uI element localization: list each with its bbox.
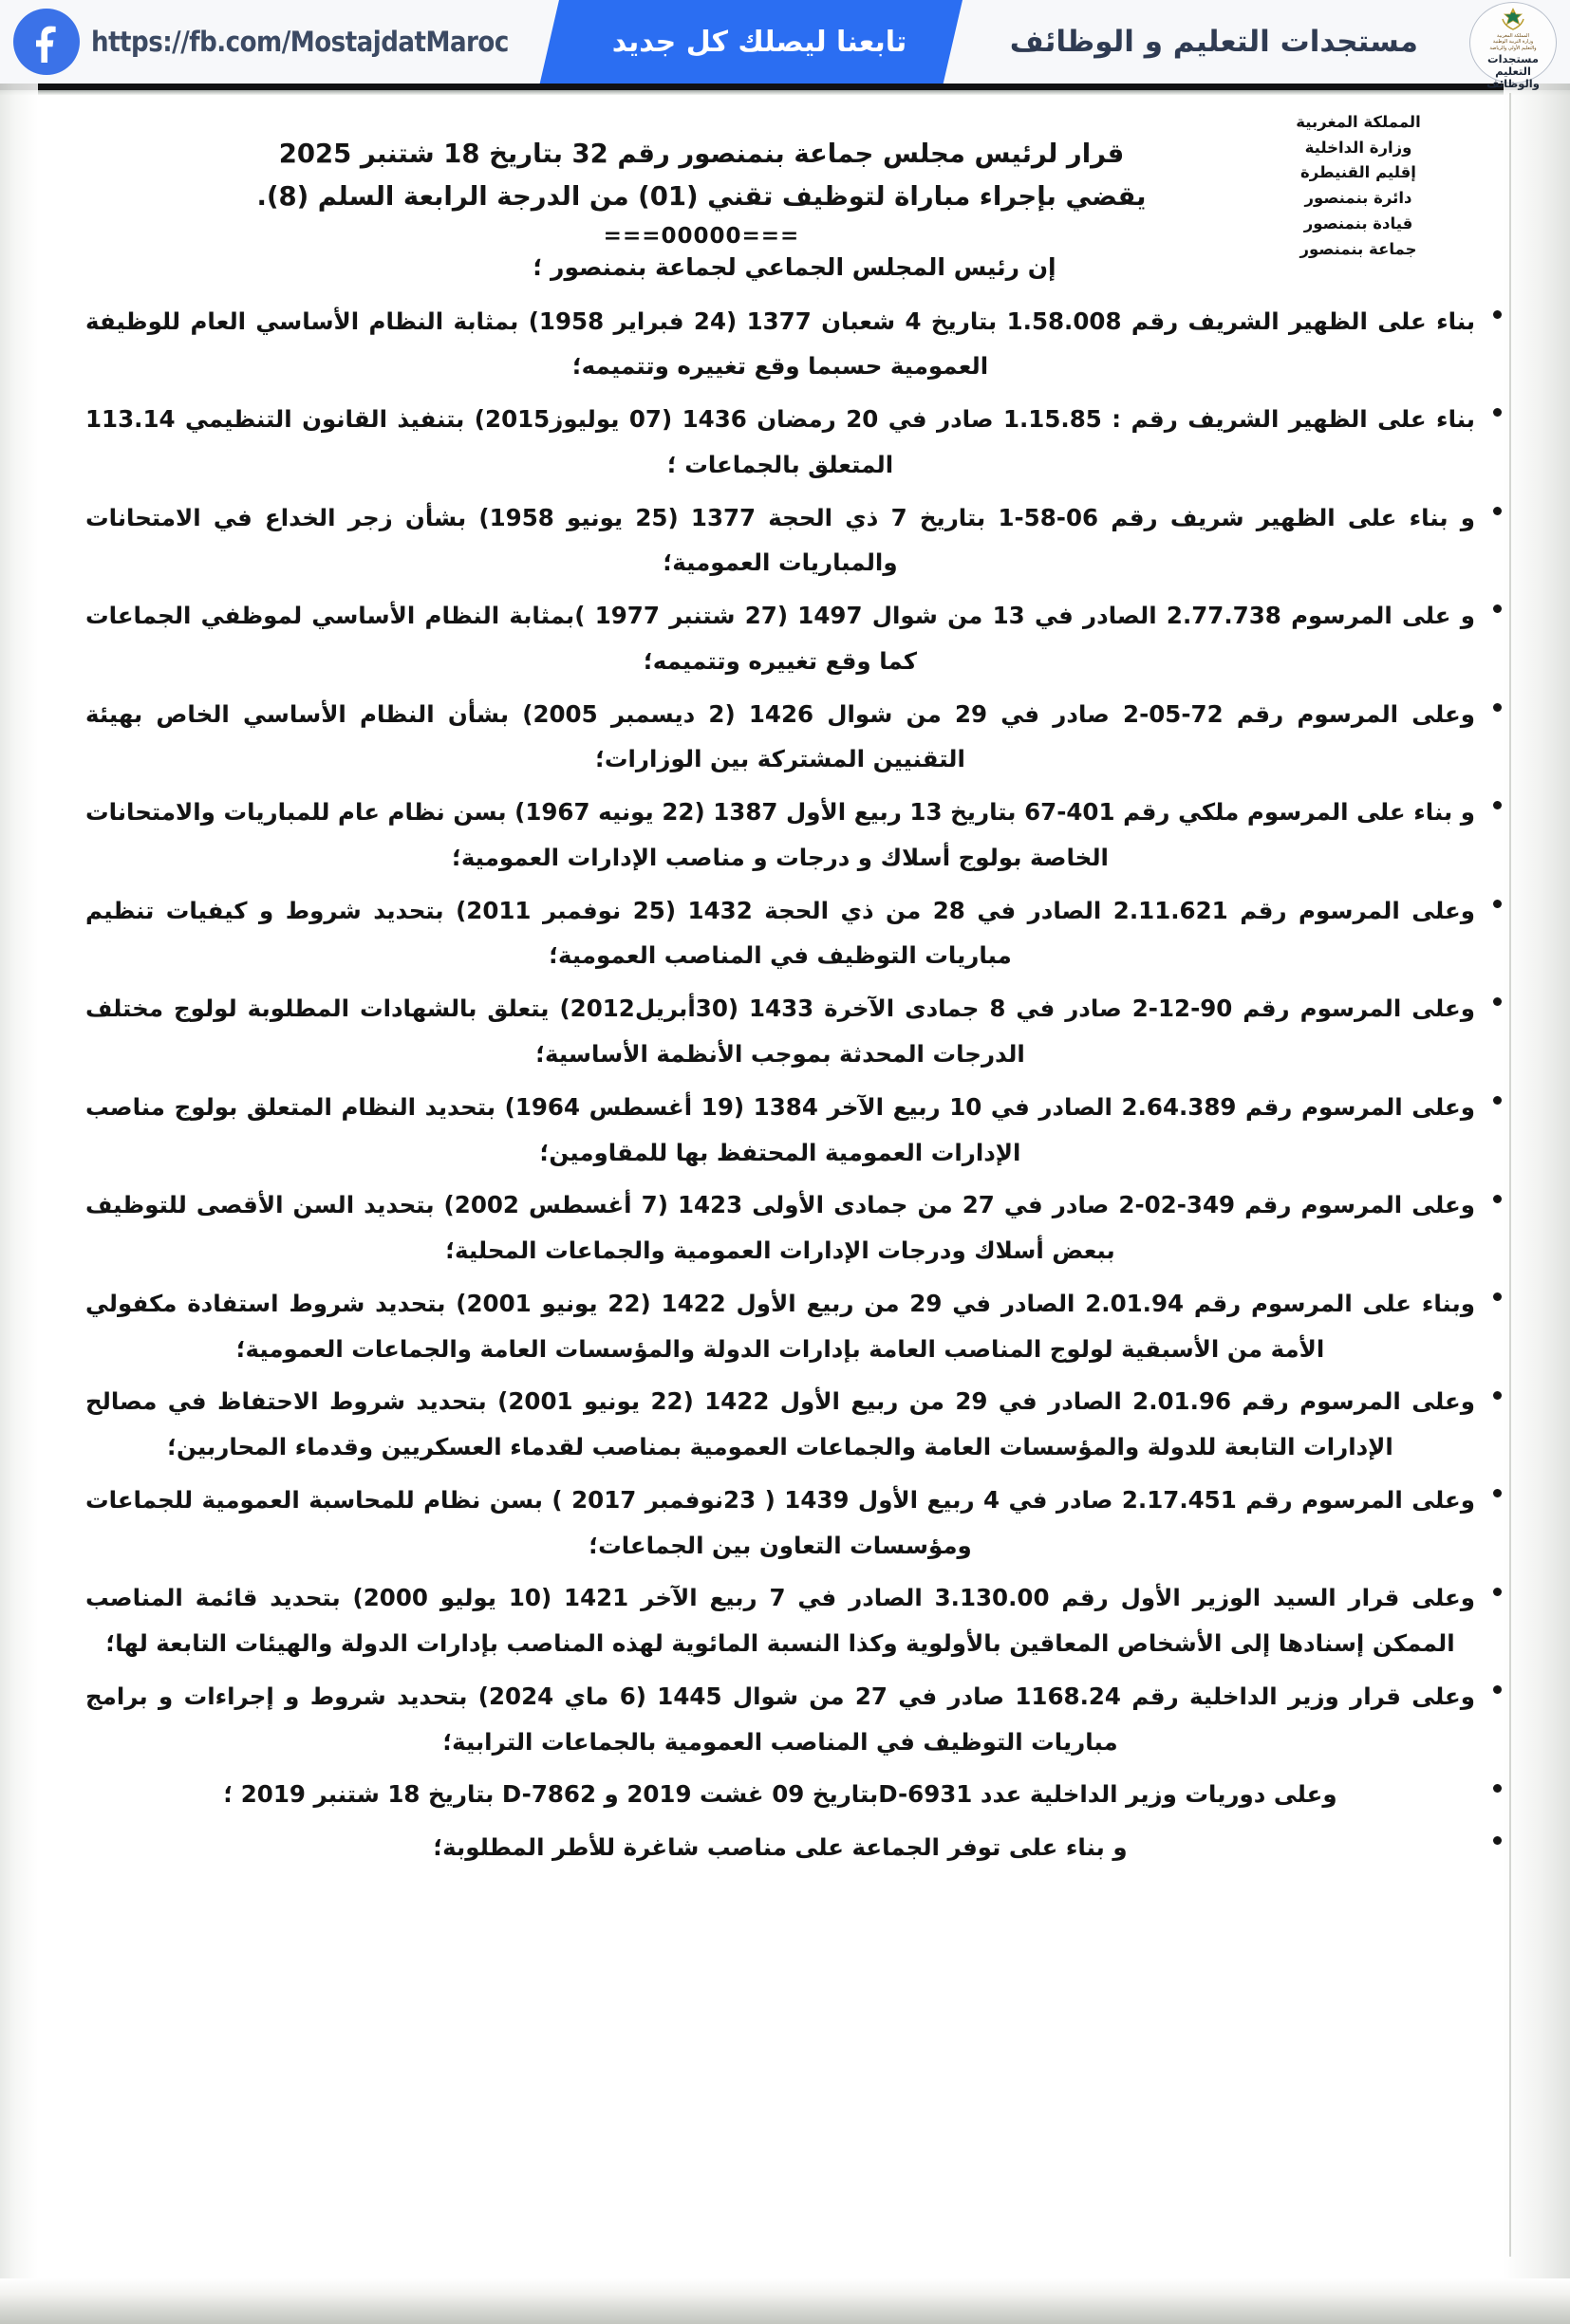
badge-title	[1470, 53, 1556, 91]
bullet-icon	[1493, 1685, 1502, 1694]
scanned-document-page	[0, 84, 1570, 2324]
letterhead-line-5: قيادة بنمنصور	[1303, 214, 1413, 232]
bullet-icon	[1493, 1489, 1502, 1497]
bullet-icon	[1493, 1391, 1502, 1400]
clause-item	[85, 790, 1504, 881]
bullet-icon	[1493, 1836, 1502, 1845]
document-title	[175, 133, 1228, 254]
clause-text: وعلى المرسوم رقم 90-12-2 صادر في 8 جمادى الآخرة 1433 (30أبريل2012) يتعلق بالشهادات المطلوبة لولوج مختلف الدرجات المحدثة بموجب الأنظمة الأساسية؛	[85, 995, 1475, 1068]
letterhead-line-1: المملكة المغربية	[1296, 113, 1421, 131]
clause-item	[85, 495, 1504, 586]
clause-text: وعلى المرسوم رقم 72-05-2 صادر في 29 من شوال 1426 (2 ديسمبر 2005) بشأن النظام الأساسي الخاص بهيئة التقنيين المشتركة بين الوزارات؛	[85, 699, 1475, 773]
title-line-2: يقضي بإجراء مباراة لتوظيف تقني (01) من الدرجة الرابعة السلم (8).	[256, 180, 1147, 212]
title-line-1: قرار لرئيس مجلس جماعة بنمنصور رقم 32 بتاريخ 18 شتنبر 2025	[278, 139, 1125, 169]
clause-item	[85, 692, 1504, 783]
letterhead	[1240, 110, 1477, 262]
bullet-icon	[1493, 408, 1502, 417]
badge-sub-line3: والتعليم الأولي والرياضة	[1489, 45, 1537, 51]
clause-text: و على المرسوم 2.77.738 الصادر في 13 من شوال 1497 (27 شتنبر 1977 )بمثابة النظام الأساسي لموظفي الجماعات كما وقع تغييره وتتميمه؛	[85, 602, 1475, 675]
clause-item	[85, 986, 1504, 1077]
badge-sub-line2: وزارة التربية الوطنية	[1492, 39, 1534, 46]
badge-main-line1: مستجدات التعليم	[1487, 51, 1539, 78]
bullet-icon	[1493, 1096, 1502, 1105]
letterhead-line-3: إقليم القنيطرة	[1300, 163, 1416, 182]
facebook-url-label[interactable]: https://fb.com/MostajdatMaroc	[91, 26, 509, 58]
bullet-icon	[1493, 801, 1502, 809]
bullet-icon	[1493, 703, 1502, 712]
clause-text: بناء على الظهير الشريف رقم : 1.15.85 صادر في 20 رمضان 1436 (07 يوليوز2015) بتنفيذ القانون التنظيمي 113.14 المتعلق بالجماعات ؛	[85, 405, 1475, 478]
bullet-icon	[1493, 997, 1502, 1006]
letterhead-line-4: دائرة بنمنصور	[1304, 189, 1412, 208]
bullet-icon	[1493, 1292, 1502, 1301]
bullet-icon	[1493, 1784, 1502, 1793]
clause-text: وعلى المرسوم رقم 2.01.96 الصادر في 29 من ربيع الأول 1422 (22 يونيو 2001) بتحديد شروط الاحتفاظ في مصالح الإدارات التابعة للدولة والمؤسسات العامة والجماعات العمومية بمناصب لقدماء العسكريين وقدماء المحاربين؛	[85, 1387, 1475, 1461]
clause-item	[85, 1478, 1504, 1569]
promo-logo-badge	[1469, 2, 1557, 91]
clause-text: وعلى المرسوم رقم 349-02-2 صادر في 27 من جمادى الأولى 1423 (7 أغسطس 2002) بتحديد السن الأقصى للتوظيف ببعض أسلاك ودرجات الإدارات العمومية والجماعات المحلية؛	[85, 1191, 1475, 1265]
clause-text: وعلى المرسوم رقم 2.17.451 صادر في 4 ربيع الأول 1439 ( 23نوفمبر 2017 ) بسن نظام للمحاسبة العمومية للجماعات ومؤسسات التعاون بين الجماعات؛	[85, 1485, 1475, 1559]
moroccan-crest-icon	[1499, 8, 1527, 32]
bullet-icon	[1493, 604, 1502, 613]
scan-top-edge	[0, 84, 1570, 90]
scan-right-shadow	[1504, 84, 1570, 2324]
clause-item	[85, 397, 1504, 488]
clause-text: وعلى دوريات وزير الداخلية عدد D-6931بتاريخ 09 غشت 2019 و D-7862 بتاريخ 18 شتنبر 2019 ؛	[223, 1780, 1337, 1809]
bullet-icon	[1493, 900, 1502, 908]
bullet-icon	[1493, 310, 1502, 319]
clause-text: و بناء على الظهير شريف رقم 06-58-1 بتاريخ 7 ذي الحجة 1377 (25 يونيو 1958) بشأن زجر الخداع في الامتحانات والمباريات العمومية؛	[85, 503, 1476, 577]
letterhead-line-6: جماعة بنمنصور	[1299, 239, 1417, 258]
promo-page-title: مستجدات التعليم و الوظائف	[1009, 25, 1418, 59]
promo-cta-label: تابعنا ليصلك كل جديد	[611, 25, 907, 59]
scan-bottom-edge	[0, 2278, 1570, 2324]
badge-sub-line1: المملكة المغربية	[1497, 33, 1529, 39]
scan-top-edge-shadow	[0, 90, 1570, 95]
clause-text: بناء على الظهير الشريف رقم 1.58.008 بتاريخ 4 شعبان 1377 (24 فبراير 1958) بمثابة النظام الأساسي العام للوظيفة العمومية حسبما وقع تغييره وتتميمه؛	[85, 307, 1476, 381]
clause-item	[85, 1674, 1504, 1765]
bullet-icon	[1493, 507, 1502, 515]
clause-text: وعلى المرسوم رقم 2.64.389 الصادر في 10 ربيع الآخر 1384 (19 أغسطس 1964) بتحديد النظام المتعلق بولوج مناصب الإدارات العمومية المحتفظ بها للمقاومين؛	[85, 1092, 1476, 1166]
clause-item	[85, 1182, 1504, 1274]
salutation: إن رئيس المجلس الجماعي لجماعة بنمنصور ؛	[533, 253, 1056, 281]
clause-item	[85, 593, 1504, 684]
document-body	[85, 250, 1504, 1878]
clause-item	[85, 1379, 1504, 1470]
facebook-icon[interactable]	[13, 9, 80, 75]
badge-subtitle	[1489, 33, 1536, 51]
clause-item	[85, 1772, 1504, 1817]
scan-left-shadow	[0, 84, 38, 2324]
clause-text: و بناء على المرسوم ملكي رقم 401-67 بتاريخ 13 ربيع الأول 1387 (22 يونيه 1967) بسن نظام عام للمباريات والامتحانات الخاصة بولوج أسلاك و درجات و مناصب الإدارات العمومية؛	[85, 798, 1475, 871]
clause-item	[85, 1085, 1504, 1176]
clause-text: وعلى قرار وزير الداخلية رقم 1168.24 صادر في 27 من شوال 1445 (6 ماي 2024) بتحديد شروط و إجراءات و برامج مباريات التوظيف في المناصب العمومية بالجماعات الترابية؛	[85, 1682, 1476, 1756]
clause-list	[85, 299, 1504, 1871]
bullet-icon	[1493, 1588, 1502, 1596]
badge-main-line2: والوظائف	[1486, 77, 1540, 91]
bullet-icon	[1493, 1195, 1502, 1203]
clause-text: وعلى قرار السيد الوزير الأول رقم 3.130.00 الصادر في 7 ربيع الآخر 1421 (10 يوليو 2000) بتحديد قائمة المناصب الممكن إسنادها إلى الأشخاص المعاقين بالأولوية وكذا النسبة المائوية لهذه المناصب بإدارات الدولة والهيئات التابعة لها؛	[85, 1584, 1475, 1658]
promo-banner	[0, 0, 1570, 91]
clause-item	[85, 888, 1504, 979]
clause-item	[85, 299, 1504, 390]
title-separator: ===00000===	[603, 224, 800, 250]
letterhead-line-2: وزارة الداخلية	[1304, 138, 1412, 157]
clause-text: وعلى المرسوم رقم 2.11.621 الصادر في 28 من ذي الحجة 1432 (25 نوفمبر 2011) بتحديد شروط و كيفيات تنظيم مباريات التوظيف في المناصب العمومية؛	[85, 896, 1475, 970]
clause-item	[85, 1575, 1504, 1666]
clause-item	[85, 1281, 1504, 1372]
clause-item	[85, 1825, 1504, 1870]
clause-text: وبناء على المرسوم رقم 2.01.94 الصادر في 29 من ربيع الأول 1422 (22 يونيو 2001) بتحديد شروط استفادة مكفولي الأمة من الأسبقية لولوج المناصب العامة بإدارات الدولة والمؤسسات العامة والجماعات العمومية؛	[85, 1289, 1475, 1363]
clause-text: و بناء على توفر الجماعة على مناصب شاغرة للأطر المطلوبة؛	[433, 1833, 1128, 1862]
scan-margin-rule	[1509, 93, 1511, 2257]
